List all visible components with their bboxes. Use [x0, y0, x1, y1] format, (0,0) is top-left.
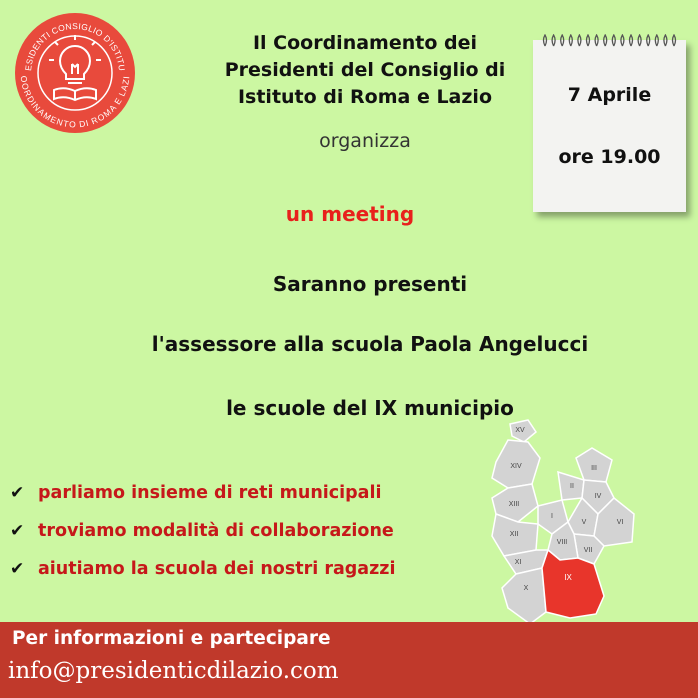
spiral-ring — [621, 35, 624, 46]
spiral-ring — [612, 35, 615, 46]
checkmark-icon: ✔ — [10, 483, 25, 503]
spiral-binding-icon — [541, 34, 679, 48]
svg-text:COORDINAMENTO DI ROMA E LAZIO: OORDINAMENTO DI ROMA E LAZI — [18, 75, 132, 130]
presenti-line: Saranno presenti — [272, 272, 468, 296]
footer-bar — [0, 622, 698, 698]
map-label: X — [523, 585, 529, 592]
calendar-note — [533, 40, 686, 212]
spiral-ring — [578, 35, 581, 46]
svg-text:PRESIDENTI CONSIGLIO D'ISTITUT: ESIDENTI CONSIGLIO D'ISTITU — [22, 20, 128, 72]
footer-title: Per informazioni e partecipare — [12, 628, 331, 649]
organizza-text: organizza — [319, 130, 411, 152]
spiral-ring — [552, 35, 555, 46]
spiral-ring — [647, 35, 650, 46]
spiral-ring — [587, 35, 590, 46]
map-label: III — [591, 465, 597, 472]
map-label: IV — [594, 493, 602, 500]
logo — [14, 12, 136, 134]
organizer-title-line-2: Presidenti del Consiglio di — [224, 59, 506, 81]
assessore-line: l'assessore alla scuola Paola Angelucci — [151, 332, 589, 356]
bullet-text: aiutiamo la scuola dei nostri ragazzi — [38, 559, 396, 579]
checkmark-icon: ✔ — [10, 521, 25, 541]
map-region-x — [502, 568, 546, 624]
spiral-ring — [569, 35, 572, 46]
rome-municipi-map — [488, 418, 638, 628]
bullet-item — [8, 512, 478, 550]
spiral-ring — [638, 35, 641, 46]
spiral-ring — [630, 35, 633, 46]
map-label: VI — [616, 519, 624, 526]
checkmark-icon: ✔ — [10, 559, 25, 579]
map-label: V — [581, 519, 587, 526]
spiral-ring — [664, 35, 667, 46]
contact-email-link[interactable]: info@presidenticdilazio.com — [8, 658, 339, 684]
map-label: I — [551, 513, 553, 520]
event-date: 7 Aprile — [567, 84, 652, 106]
map-label: VIII — [556, 539, 568, 546]
map-label: XII — [509, 531, 519, 538]
map-label: VII — [583, 547, 593, 554]
spiral-ring — [544, 35, 547, 46]
map-label: XI — [514, 559, 522, 566]
bullet-list — [8, 474, 478, 588]
spiral-ring — [604, 35, 607, 46]
map-label: XV — [515, 427, 525, 434]
map-label: II — [570, 483, 574, 490]
organizer-title — [200, 30, 530, 111]
bullet-item — [8, 474, 478, 512]
organizer-title-line-3: Istituto di Roma e Lazio — [237, 86, 493, 108]
spiral-ring — [561, 35, 564, 46]
map-label: IX — [564, 573, 572, 582]
map-label: XIII — [508, 501, 520, 508]
spiral-ring — [595, 35, 598, 46]
spiral-ring — [655, 35, 658, 46]
spiral-ring — [673, 35, 676, 46]
organizer-title-line-1: Il Coordinamento dei — [252, 32, 478, 54]
bullet-item — [8, 550, 478, 588]
event-time: ore 19.00 — [558, 146, 661, 168]
map-label: XIV — [510, 463, 522, 470]
meeting-label: un meeting — [285, 202, 415, 226]
bullet-text: parliamo insieme di reti municipali — [38, 483, 382, 503]
bullet-text: troviamo modalità di collaborazione — [38, 521, 394, 541]
municipio-line: le scuole del IX municipio — [226, 396, 514, 420]
